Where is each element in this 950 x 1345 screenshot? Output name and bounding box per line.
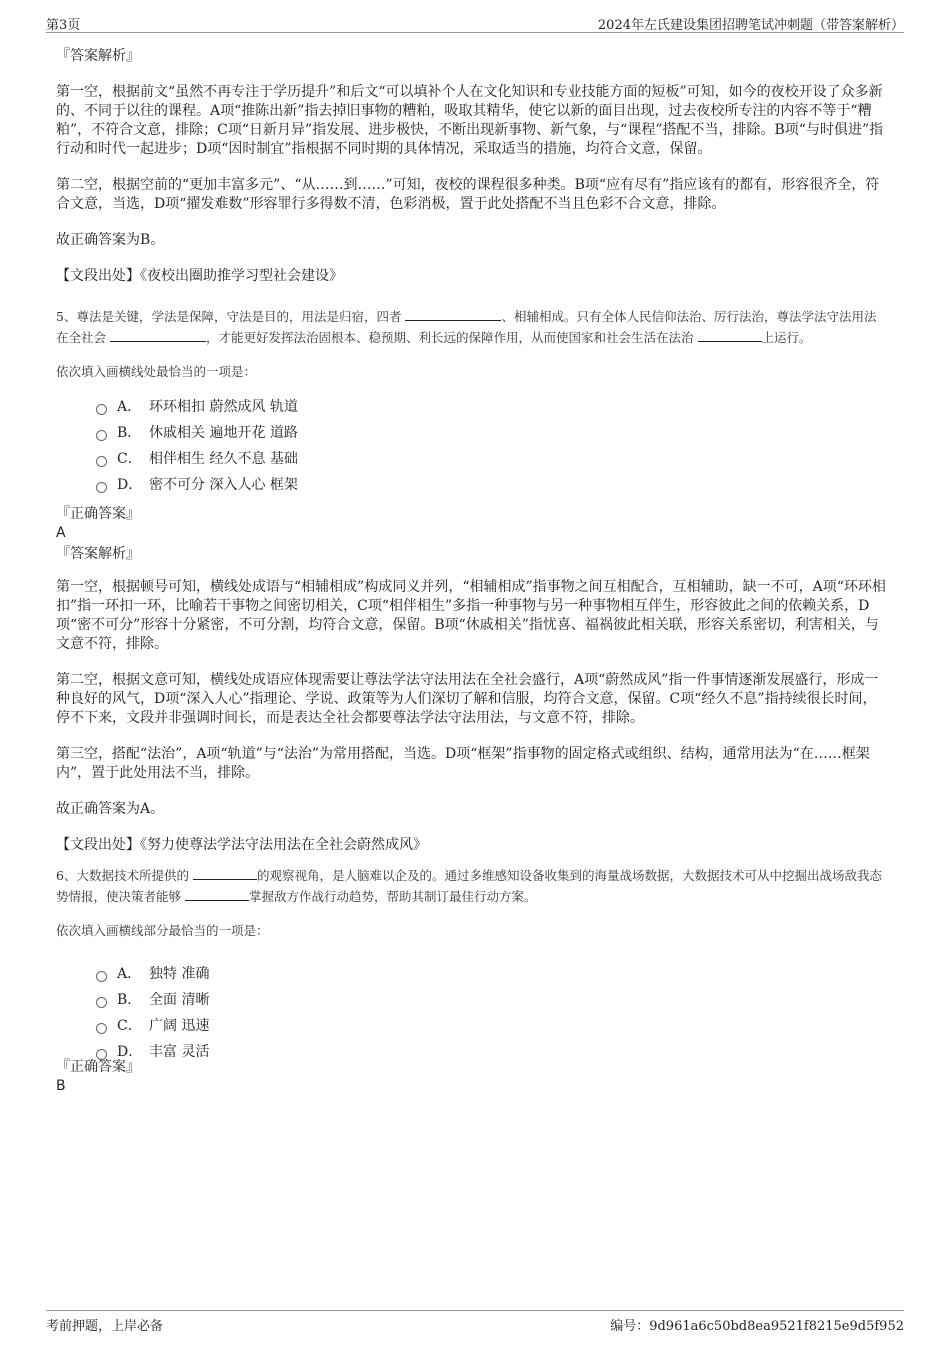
correct-answer: A bbox=[56, 525, 66, 541]
option-d[interactable]: D． 丰富 灵活 bbox=[96, 1039, 888, 1065]
option-list bbox=[56, 394, 888, 498]
question-instruction: 依次填入画横线部分最恰当的一项是： bbox=[56, 923, 269, 938]
radio-icon[interactable] bbox=[96, 971, 107, 982]
analysis-paragraph: 第三空，搭配“法治”，A项“轨道”与“法治”为常用搭配，当选。D项“框架”指事物的固定格式或组织、结构，通常用法为“在……框架内”，置于此处用法不当，排除。 bbox=[56, 746, 870, 781]
fill-blank bbox=[185, 886, 249, 901]
document-id: 编号：9d961a6c50bd8ea9521f8215e9d5f952 bbox=[610, 1319, 904, 1334]
correct-answer-label: 『正确答案』 bbox=[56, 1059, 140, 1075]
option-b[interactable]: B． 休戚相关 遍地开花 道路 bbox=[96, 420, 888, 446]
page-number: 第3页 bbox=[46, 18, 81, 33]
option-d[interactable]: D． 密不可分 深入人心 框架 bbox=[96, 472, 888, 498]
option-a[interactable]: A． 环环相扣 蔚然成风 轨道 bbox=[96, 394, 888, 420]
analysis-paragraph: 第二空，根据空前的“更加丰富多元”、“从……到……”可知，夜校的课程很多种类。B项“应有尽有”指应该有的都有，形容很齐全，符合文意，当选，D项“擢发难数”形容罪行多得数不清，色彩消极，置于此处搭配不当且色彩不合文意，排除。 bbox=[56, 177, 880, 212]
option-c[interactable]: C． 相伴相生 经久不息 基础 bbox=[96, 446, 888, 472]
source-citation: 【文段出处】《努力使尊法学法守法用法在全社会蔚然成风》 bbox=[56, 837, 427, 853]
page-header bbox=[46, 10, 904, 33]
radio-icon[interactable] bbox=[96, 1023, 107, 1034]
analysis-paragraph: 第一空，根据前文“虽然不再专注于学历提升”和后文“可以填补个人在文化知识和专业技能方面的短板”可知，如今的夜校开设了众多新的、不同于以往的课程。A项“推陈出新”指去掉旧事物的糟粕，吸取其精华，使它以新的面目出现，过去夜校所专注的内容不等于“糟粕”，不符合文意，排除；C项“日新月异”指发展、进步极快，不断出现新事物、新气象，与“课程”搭配不当，排除。B项“与时俱进”指行动和时代一起进步；D项“因时制宜”指根据不同时期的具体情况，采取适当的措施，均符合文意，保留。 bbox=[56, 84, 884, 157]
option-list bbox=[56, 961, 888, 1065]
question-instruction: 依次填入画横线处最恰当的一项是： bbox=[56, 364, 257, 379]
page-footer bbox=[46, 1310, 904, 1337]
option-c[interactable]: C． 广阔 迅速 bbox=[96, 1013, 888, 1039]
analysis-paragraph: 第一空，根据顿号可知，横线处成语与“相辅相成”构成同义并列，“相辅相成”指事物之间互相配合，互相辅助，缺一不可，A项“环环相扣”指一环扣一环，比喻若干事物之间密切相关，C项“相伴相生”多指一种事物与另一种事物相互伴生，形容彼此之间的依赖关系，D项“密不可分”形容十分紧密，不可分割，均符合文意，保留。B项“休戚相关”指忧喜、福祸彼此相关联，形容关系密切，利害相关，与文意不符，排除。 bbox=[56, 579, 886, 652]
radio-icon[interactable] bbox=[96, 456, 107, 467]
radio-icon[interactable] bbox=[96, 482, 107, 493]
fill-blank bbox=[110, 327, 206, 342]
document-title: 2024年左氏建设集团招聘笔试冲刺题（带答案解析） bbox=[597, 18, 904, 33]
analysis-paragraph: 第二空，根据文意可知，横线处成语应体现需要让尊法学法守法用法在全社会盛行，A项“蔚然成风”指一件事情逐渐发展盛行，形成一种良好的风气，D项“深入人心”指理论、学说、政策等为人们深切了解和信服，均符合文意，保留。C项“经久不息”指持续很长时间，停不下来，文段并非强调时间长，而是表达全社会都要尊法学法守法用法，与文意不符，排除。 bbox=[56, 672, 879, 726]
question-stem: 6、大数据技术所提供的 的观察视角，是人脑难以企及的。通过多维感知设备收集到的海量战场数据，大数据技术可从中挖掘出战场敌我态势情报，使决策者能够 掌握敌方作战行动趋势，帮助其制订最佳行动方案。 bbox=[56, 865, 888, 907]
radio-icon[interactable] bbox=[96, 430, 107, 441]
fill-blank bbox=[193, 865, 257, 880]
question-stem: 5、尊法是关键，学法是保障，守法是目的，用法是归宿，四者 、相辅相成。只有全体人民信仰法治、厉行法治，尊法学法守法用法在全社会 ，才能更好发挥法治固根本、稳预期、利长远的保障作用，从而使国家和社会生活在法治 上运行。 bbox=[56, 306, 888, 348]
analysis-label: 『答案解析』 bbox=[56, 546, 140, 562]
option-b[interactable]: B． 全面 清晰 bbox=[96, 987, 888, 1013]
correct-answer: B bbox=[56, 1078, 66, 1094]
analysis-label: 『答案解析』 bbox=[56, 48, 140, 64]
radio-icon[interactable] bbox=[96, 997, 107, 1008]
correct-answer-label: 『正确答案』 bbox=[56, 506, 140, 522]
footer-slogan: 考前押题，上岸必备 bbox=[46, 1319, 164, 1334]
radio-icon[interactable] bbox=[96, 404, 107, 415]
fill-blank bbox=[698, 327, 762, 342]
conclusion: 故正确答案为B。 bbox=[56, 232, 165, 248]
fill-blank bbox=[405, 306, 501, 321]
source-citation: 【文段出处】《夜校出圈助推学习型社会建设》 bbox=[56, 268, 343, 284]
option-a[interactable]: A． 独特 准确 bbox=[96, 961, 888, 987]
page-content bbox=[56, 42, 888, 1095]
conclusion: 故正确答案为A。 bbox=[56, 801, 165, 817]
